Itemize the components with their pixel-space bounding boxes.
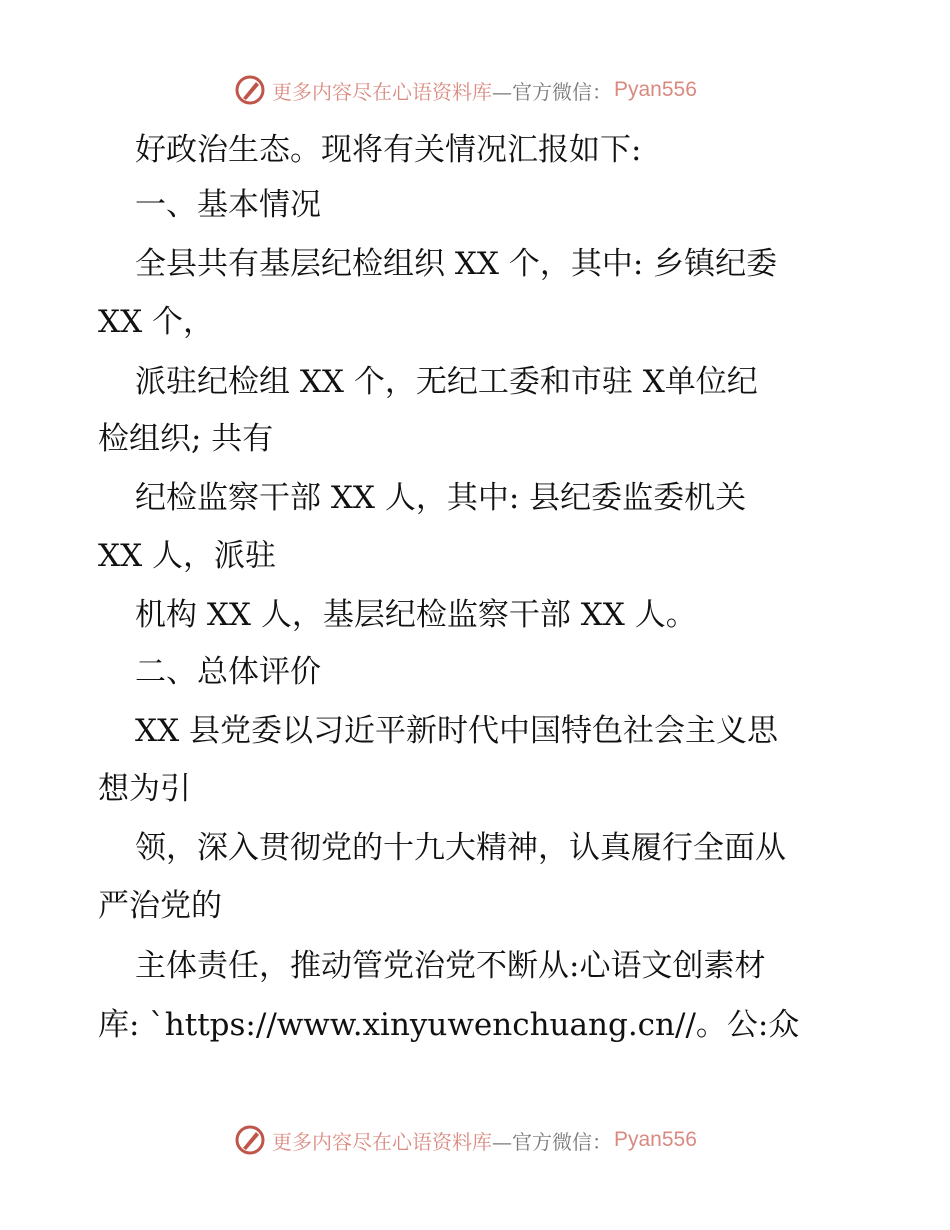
text-line: 想为引	[98, 771, 191, 807]
pen-logo-icon	[234, 1124, 266, 1156]
pen-logo-icon	[234, 74, 266, 106]
text-line: 领，深入贯彻党的十九大精神，认真履行全面从	[135, 830, 786, 866]
text-line: 二、总体评价	[135, 654, 321, 690]
text-line: 主体责任，推动管党治党不断从:心语文创素材	[135, 948, 766, 984]
text-line: 全县共有基层纪检组织 XX 个，其中: 乡镇纪委	[135, 246, 778, 282]
watermark-id: Pyan556	[614, 1128, 697, 1151]
text-line: 库: `https://www.xinyuwenchuang.cn//。公:众	[98, 1007, 800, 1043]
text-line: 一、基本情况	[135, 187, 321, 223]
watermark-sep: —官方微信：	[492, 1129, 612, 1154]
text-line: 检组织; 共有	[98, 421, 274, 457]
watermark-text: 更多内容尽在心语资料库	[272, 79, 492, 104]
text-line: 纪检监察干部 XX 人，其中: 县纪委监委机关	[135, 480, 747, 516]
text-line: XX 县党委以习近平新时代中国特色社会主义思	[135, 713, 778, 749]
text-line: XX 人，派驻	[98, 538, 276, 574]
footer-watermark	[234, 1122, 697, 1158]
header-watermark	[234, 72, 697, 108]
text-line: 机构 XX 人，基层纪检监察干部 XX 人。	[135, 597, 697, 633]
watermark-id: Pyan556	[614, 78, 697, 101]
text-line: 严治党的	[98, 888, 222, 924]
text-line: 派驻纪检组 XX 个，无纪工委和市驻 X单位纪	[135, 364, 758, 400]
text-line: 好政治生态。现将有关情况汇报如下:	[135, 132, 642, 168]
watermark-sep: —官方微信：	[492, 79, 612, 104]
watermark-text: 更多内容尽在心语资料库	[272, 1129, 492, 1154]
text-line: XX 个，	[98, 304, 214, 340]
